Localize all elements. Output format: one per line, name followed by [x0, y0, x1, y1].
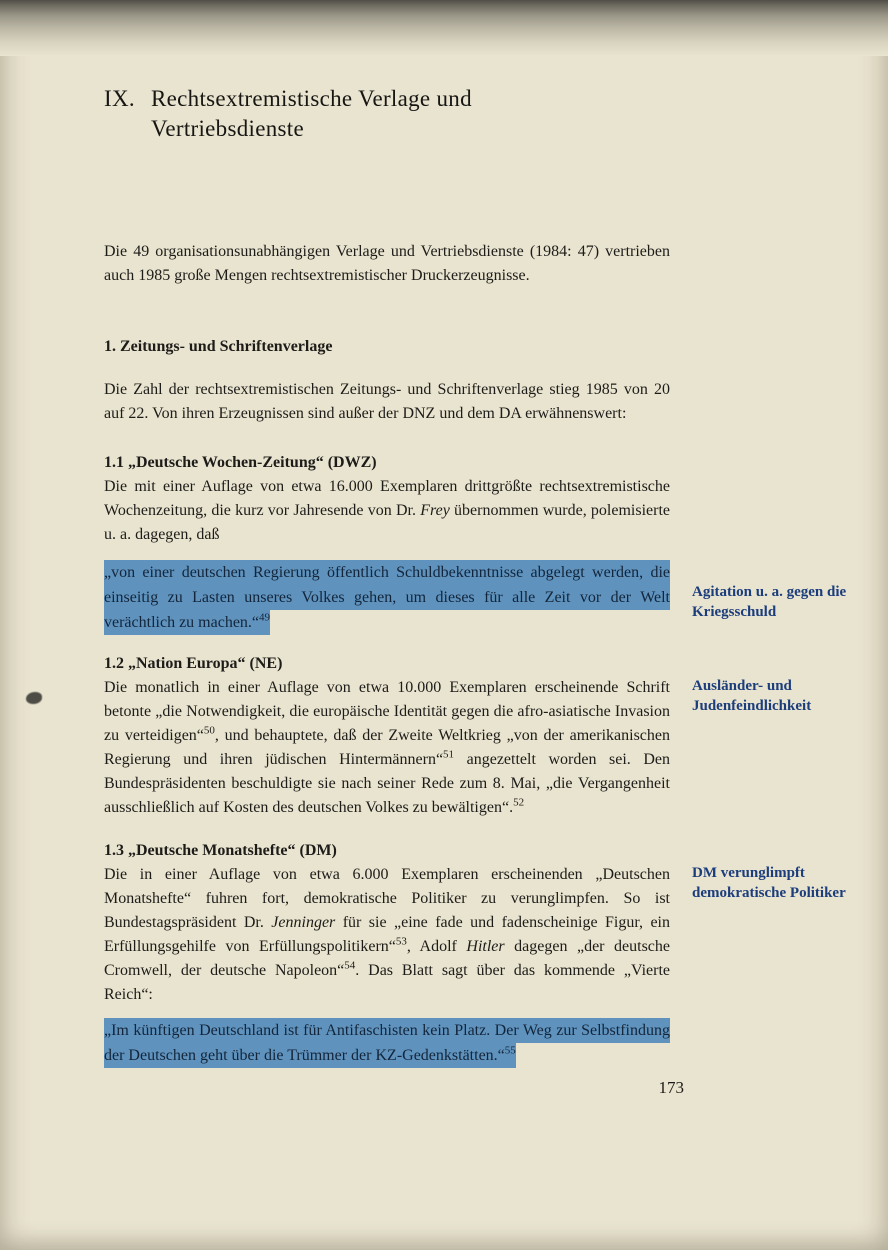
footnote-ref: 51 — [443, 748, 455, 761]
text-segment: , Adolf — [406, 938, 467, 955]
subsection-1-2-body — [104, 676, 670, 820]
subsection-1-1-body — [104, 475, 670, 547]
chapter-intro: Die 49 organisationsunabhängigen Verlage und Vertriebsdienste (1984: 47) vertrieben auch 1985 große Mengen rechtsextremistischer Druckerzeugnisse. — [104, 243, 670, 284]
subsection-1-3-body — [104, 863, 670, 1007]
chapter-title — [104, 84, 888, 144]
subsection-1-3-body-row — [104, 863, 888, 1007]
page-content — [0, 84, 888, 1099]
text-segment: . Das Blatt sagt über das kommende „Vierte Reich“: — [104, 962, 671, 1003]
subsection-1-3 — [104, 839, 888, 1068]
subsection-1-2-heading: 1.2 „Nation Europa“ (NE) — [104, 655, 283, 672]
text-segment: dagegen „der deutsche Cromwell, der deutsche Napoleon“ — [104, 938, 671, 979]
quote-viertes-reich — [104, 1018, 670, 1068]
chapter-title-text: Rechtsextremistische Verlage und Vertriebsdienste — [151, 86, 472, 141]
text-segment: angezettelt worden sei. Den Bundespräsidenten beschuldigte sie nach seiner Rede zum 8. Mai, „die Vergangenheit ausschließlich auf Kosten des deutschen Volkes zu bewältigen“. — [104, 751, 670, 816]
subsection-1-3-heading: 1.3 „Deutsche Monatshefte“ (DM) — [104, 842, 337, 859]
quote-highlight — [104, 560, 670, 635]
footnote-ref: 52 — [513, 796, 525, 809]
text-segment: Hitler — [466, 938, 505, 955]
footnote-ref: 54 — [344, 959, 356, 972]
subsection-1-1 — [104, 451, 888, 635]
quote-row-viertes-reich — [104, 1018, 888, 1068]
text-segment: Jenninger — [271, 914, 336, 931]
text-segment: übernommen wurde, polemisierte u. a. dagegen, daß — [104, 502, 671, 543]
text-segment: Die monatlich in einer Auflage von etwa 10.000 Exemplaren erscheinende Schrift betonte „die Notwendigkeit, die europäische Identität gegen die afro-asiatische Invasion zu verteidigen“ — [104, 679, 670, 744]
footnote-ref: 55 — [504, 1044, 516, 1057]
text-segment: , und behauptete, daß der Zweite Weltkrieg „von der amerikanischen Regierung und ihren jüdischen Hintermännern“ — [104, 727, 671, 768]
page-number: 173 — [658, 1078, 684, 1097]
quote-kriegsschuld — [104, 560, 670, 635]
text-segment: „von einer deutschen Regierung öffentlich Schuldbekenntnisse abgelegt werden, die einseitig zu Lasten unseres Volkes gehen, um dieses für alle Zeit vor der Welt verächtlich zu machen.“ — [104, 564, 670, 631]
subsection-1-2 — [104, 652, 888, 820]
subsection-1-1-heading: 1.1 „Deutsche Wochen-Zeitung“ (DWZ) — [104, 454, 377, 471]
chapter-number: IX. — [104, 86, 135, 111]
margin-note-auslaenderfeindlichkeit: Ausländer- und Judenfeindlichkeit — [692, 678, 812, 714]
margin-note-dm-verunglimpft: DM verunglimpft demokratische Politiker — [692, 865, 846, 901]
footnote-ref: 53 — [395, 935, 407, 948]
text-segment: Die mit einer Auflage von etwa 16.000 Exemplaren drittgrößte rechtsextremistische Wochenzeitung, die kurz vor Jahresende von Dr. — [104, 478, 670, 519]
footnote-ref: 50 — [203, 724, 215, 737]
margin-note-kriegsschuld: Agitation u. a. gegen die Kriegsschuld — [692, 584, 847, 620]
text-segment: Frey — [420, 502, 450, 519]
scan-edge-shadow — [0, 0, 888, 56]
section-1-intro: Die Zahl der rechtsextremistischen Zeitungs- und Schriftenverlage stieg 1985 von 20 auf 22. Von ihren Erzeugnissen sind außer der DNZ und dem DA erwähnenswert: — [104, 381, 670, 422]
quote-row-kriegsschuld — [104, 560, 888, 635]
text-segment: Die in einer Auflage von etwa 6.000 Exemplaren erscheinenden „Deutschen Monatshefte“ fuhren fort, demokratische Politiker zu verunglimpfen. So ist Bundestagspräsident Dr. — [104, 866, 670, 931]
quote-highlight — [104, 1018, 670, 1068]
subsection-1-2-body-row — [104, 676, 888, 820]
text-segment: für sie „eine fade und fadenscheinige Figur, ein Erfüllungsgehilfe von Erfüllungspolitikern“ — [104, 914, 670, 955]
footnote-ref: 49 — [259, 611, 271, 624]
text-segment: „Im künftigen Deutschland ist für Antifaschisten kein Platz. Der Weg zur Selbstfindung der Deutschen geht über die Trümmer der KZ-Gedenkstätten.“ — [104, 1022, 670, 1064]
section-1-heading: 1. Zeitungs- und Schriftenverlage — [104, 338, 333, 355]
